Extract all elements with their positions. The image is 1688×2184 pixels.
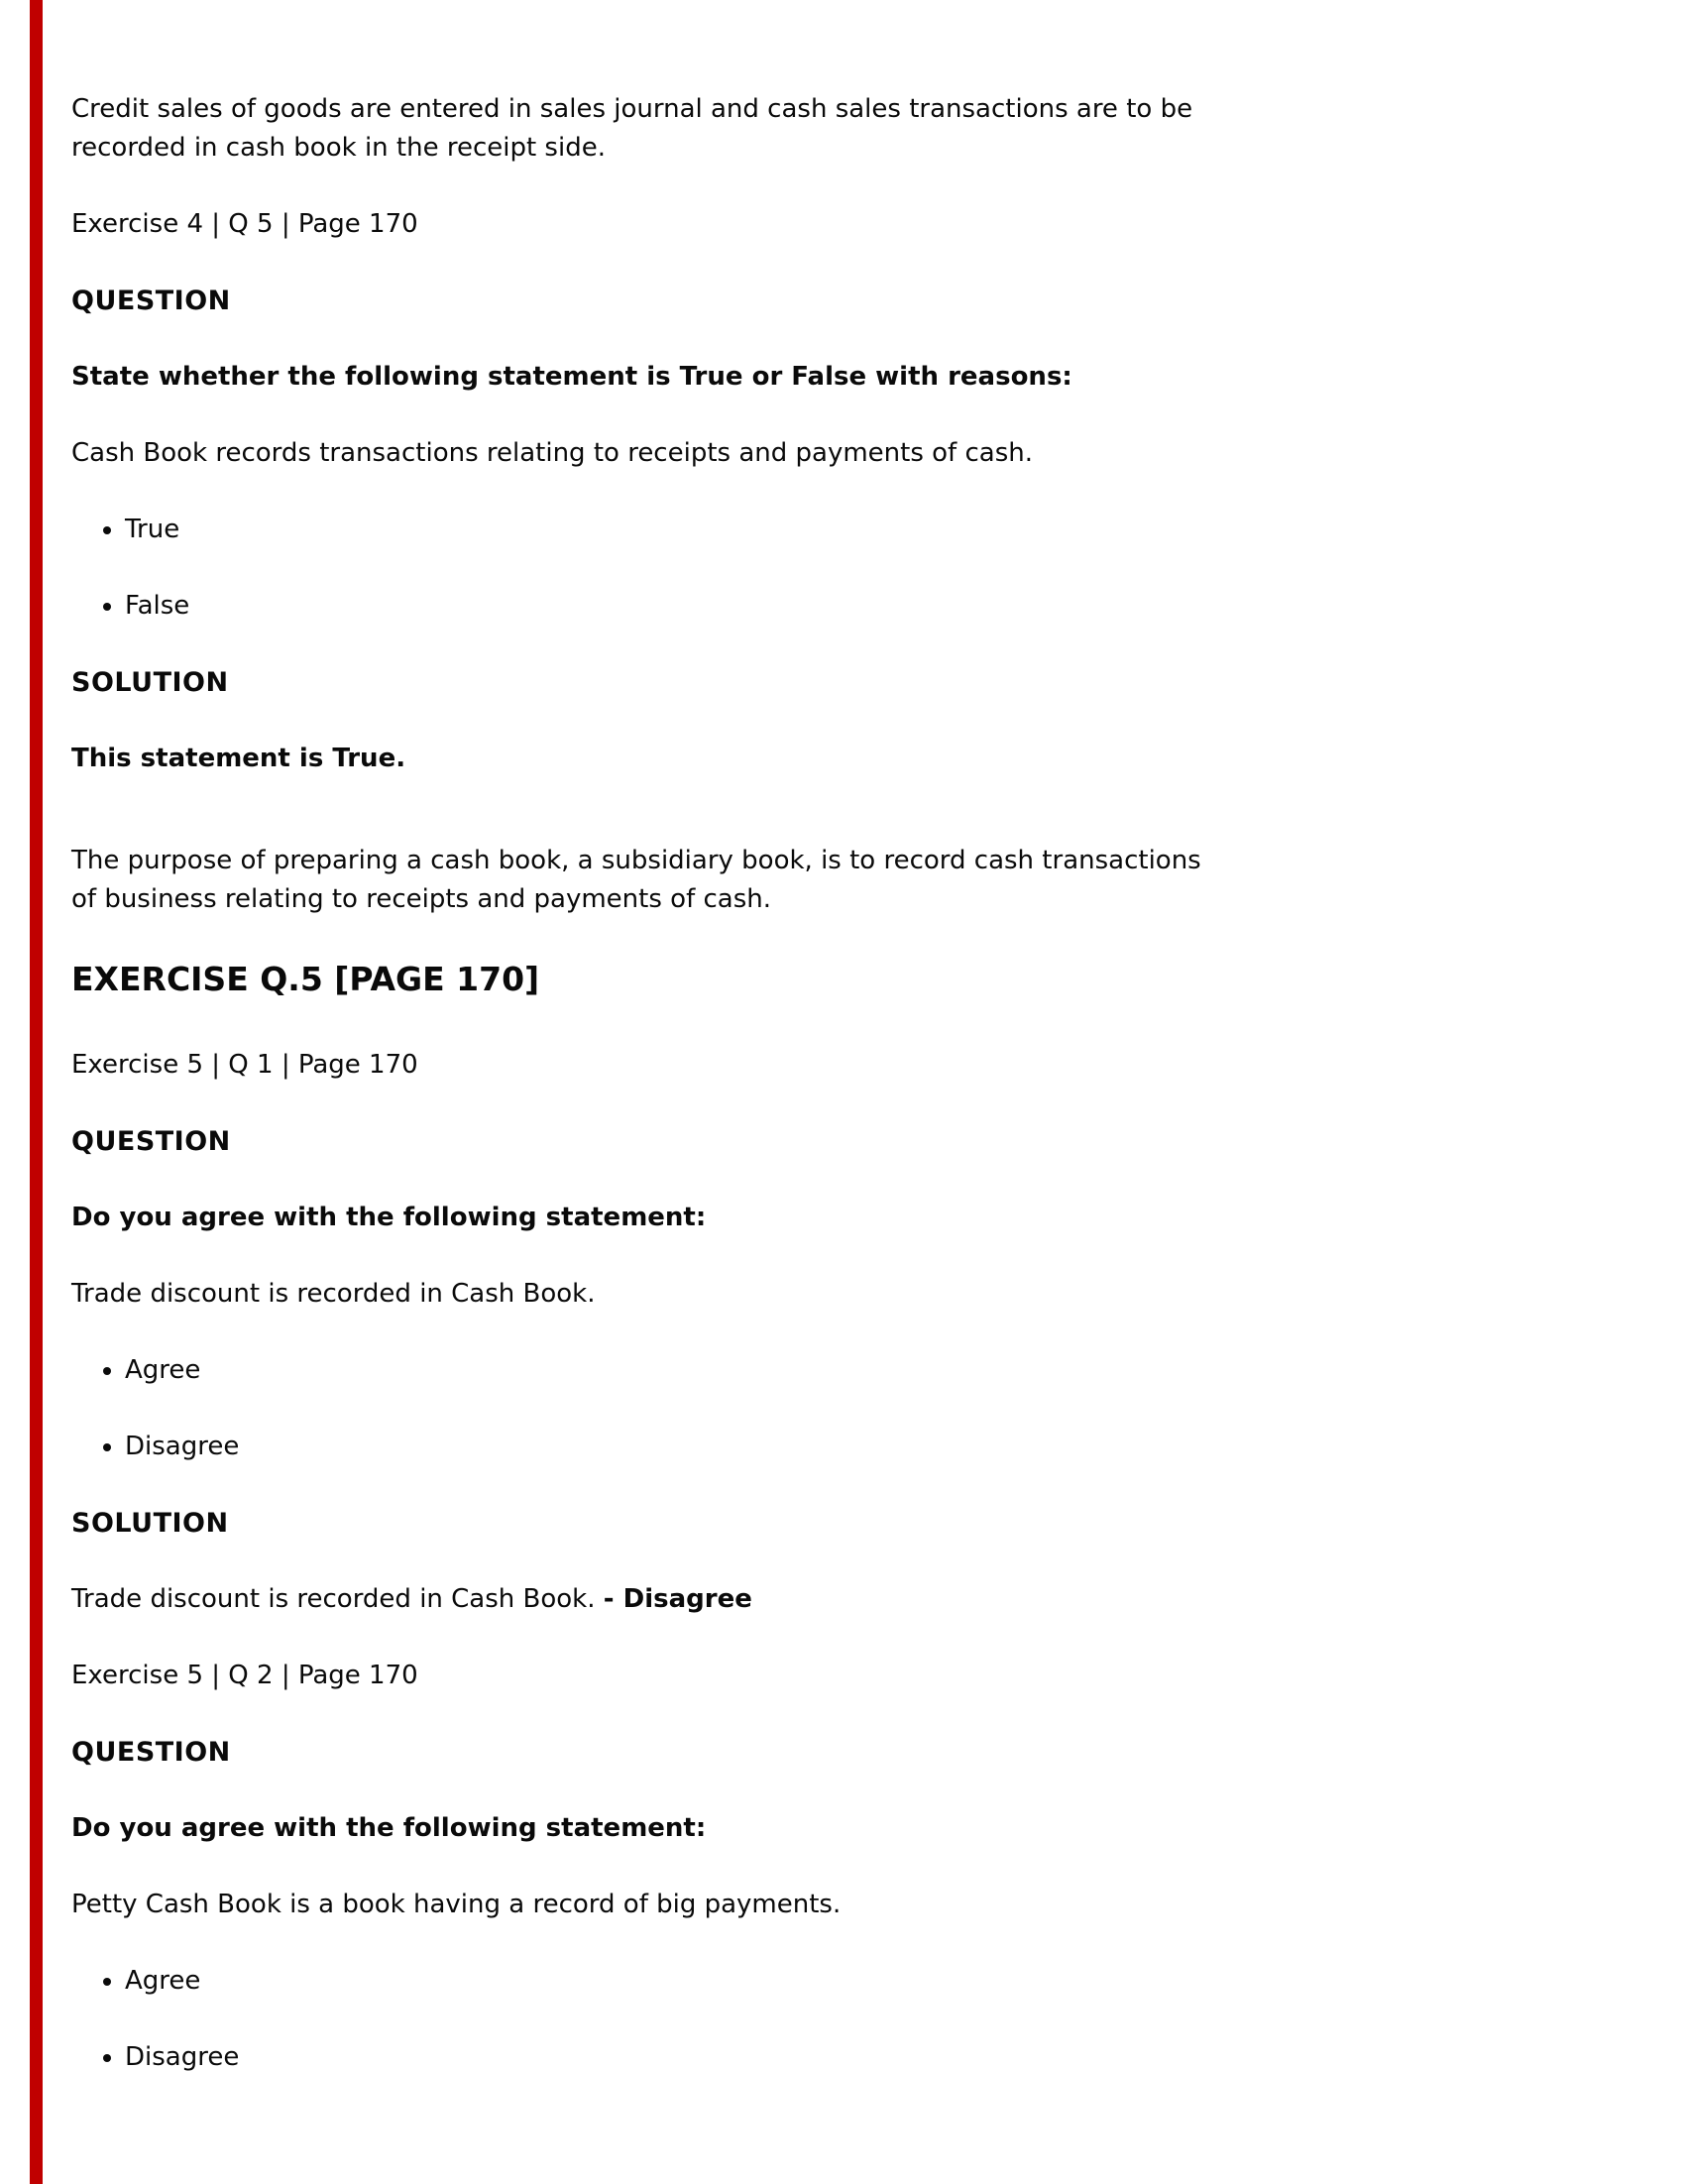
solution-explanation [71, 842, 1345, 919]
exercise-section-heading: EXERCISE Q.5 [PAGE 170] [71, 960, 540, 998]
solution-label: SOLUTION [71, 1508, 229, 1539]
breadcrumb-exercise5-q1: Exercise 5 | Q 1 | Page 170 [71, 1050, 418, 1080]
question-statement: Trade discount is recorded in Cash Book. [71, 1279, 596, 1309]
option-true: • True [125, 511, 1345, 549]
solution-answer: This statement is True. [71, 744, 406, 773]
question-label: QUESTION [71, 286, 231, 316]
left-accent-bar [30, 0, 43, 2184]
question-prompt: State whether the following statement is True or False with reasons: [71, 362, 1072, 392]
solution-explanation-line-1: The purpose of preparing a cash book, a subsidiary book, is to record cash transactions [71, 846, 1201, 875]
solution-explanation-line-2: of business relating to receipts and payments of cash. [71, 884, 771, 914]
question-statement: Cash Book records transactions relating to receipts and payments of cash. [71, 438, 1033, 468]
options-list [71, 511, 1345, 626]
option-agree: • Agree [125, 1351, 1345, 1390]
option-disagree: • Disagree [125, 2038, 1345, 2077]
breadcrumb-exercise4-q5: Exercise 4 | Q 5 | Page 170 [71, 209, 418, 239]
question-prompt: Do you agree with the following statement: [71, 1813, 707, 1843]
previous-solution-line-1: Credit sales of goods are entered in sales journal and cash sales transactions are to be [71, 94, 1193, 124]
option-disagree: • Disagree [125, 1428, 1345, 1466]
previous-solution-paragraph [71, 90, 1345, 168]
option-agree: • Agree [125, 1962, 1345, 2001]
breadcrumb-exercise5-q2: Exercise 5 | Q 2 | Page 170 [71, 1661, 418, 1690]
previous-solution-line-2: recorded in cash book in the receipt side. [71, 133, 606, 163]
options-list [71, 1962, 1345, 2077]
question-prompt: Do you agree with the following statement: [71, 1203, 707, 1232]
document-page [71, 0, 1345, 2115]
question-statement: Petty Cash Book is a book having a record of big payments. [71, 1890, 842, 1919]
solution-answer-bold: - Disagree [603, 1584, 752, 1614]
question-label: QUESTION [71, 1126, 231, 1157]
option-false: • False [125, 587, 1345, 626]
solution-line [71, 1580, 1345, 1619]
solution-statement: Trade discount is recorded in Cash Book. [71, 1584, 596, 1614]
options-list [71, 1351, 1345, 1466]
question-label: QUESTION [71, 1737, 231, 1768]
solution-label: SOLUTION [71, 667, 229, 698]
